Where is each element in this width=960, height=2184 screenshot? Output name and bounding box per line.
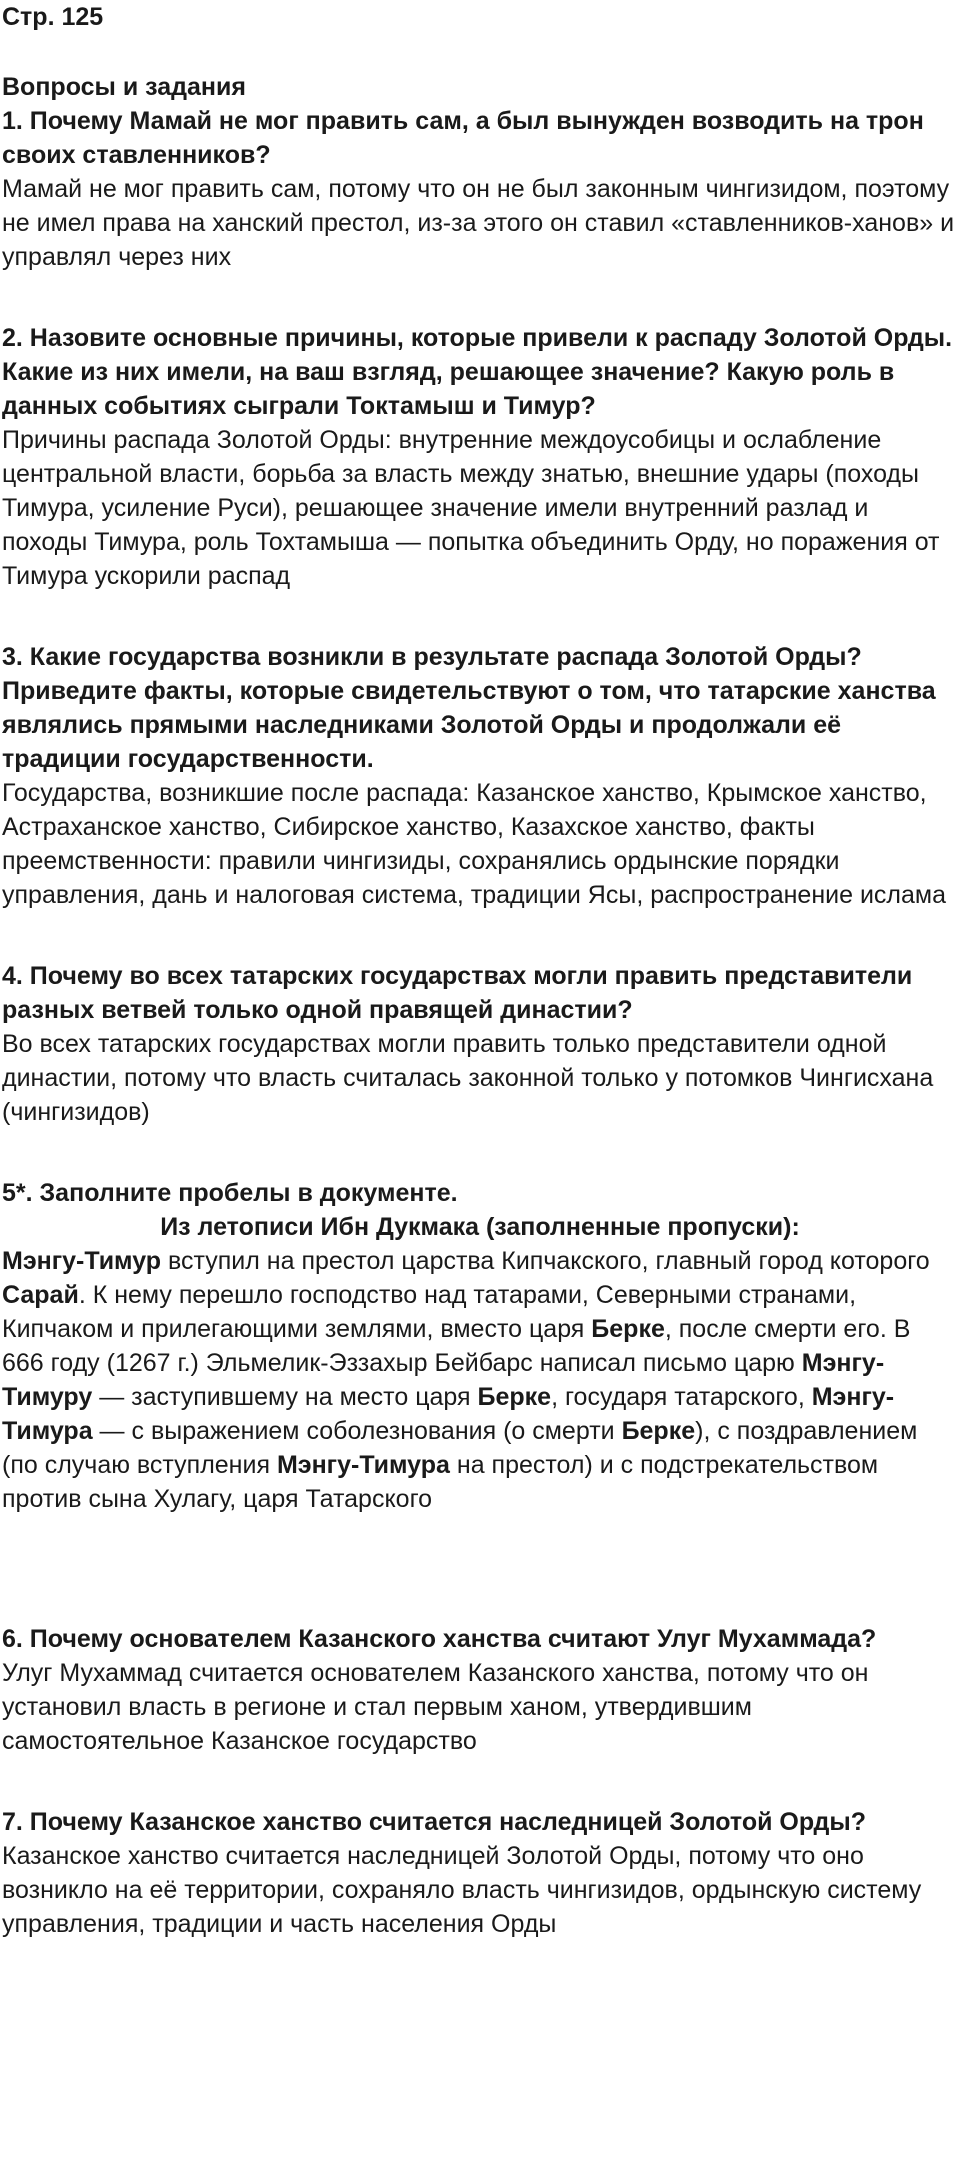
answer-4: Во всех татарских государствах могли править только представители одной династии, потому что власть считалась законной только у потомков Чингисхана (чингизидов) (2, 1030, 934, 1126)
question-1: 1. Почему Мамай не мог править сам, а был вынужден возводить на трон своих ставленников? (2, 107, 924, 169)
page-number: Стр. 125 (2, 3, 104, 31)
question-4: 4. Почему во всех татарских государствах могли править представители разных ветвей только одной правящей династии? (2, 962, 913, 1024)
filled-blank: Мэнгу-Тимур (2, 1247, 162, 1275)
filled-blank: Сарай (2, 1281, 79, 1309)
filled-blank: Берке (477, 1383, 552, 1411)
question-block-6 (2, 1622, 958, 1758)
question-7: 7. Почему Казанское ханство считается наследницей Золотой Орды? (2, 1808, 867, 1836)
document-fragment: ), с поздравлением (по случаю вступления (2, 1417, 918, 1479)
filled-blank: Мэнгу-Тимура (276, 1451, 450, 1479)
document-fragment: , государя татарского, (551, 1383, 812, 1411)
filled-blank: Мэнгу-Тимуру (2, 1349, 885, 1411)
document-fragment: , после смерти его. В 666 году (1267 г.) Эльмелик-Эззахыр Бейбарс написал письмо царю (2, 1315, 911, 1377)
question-block-5 (2, 1176, 958, 1516)
filled-blank: Берке (591, 1315, 665, 1343)
answer-1: Мамай не мог править сам, потому что он не был законным чингизидом, поэтому не имел права на ханский престол, из-за этого он ставил «ставленников-ханов» и управлял через них (2, 175, 955, 271)
question-block-1 (2, 104, 958, 274)
filled-blank: Мэнгу-Тимура (2, 1383, 895, 1445)
question-3-part-2: Приведите факты, которые свидетельствуют о том, что татарские ханства являлись прямыми наследниками Золотой Орды и продолжали её традиции государственности. (2, 677, 936, 773)
document-fragment: — заступившему на место царя (92, 1383, 478, 1411)
document-fragment: на престол) и с подстрекательством против сына Хулагу, царя Татарского (2, 1451, 879, 1513)
document-fragment: — с выражением соболезнования (о смерти (92, 1417, 622, 1445)
filled-blank: Берке (621, 1417, 696, 1445)
question-block-2 (2, 321, 958, 593)
section-title: Вопросы и задания (2, 73, 246, 101)
answer-7: Казанское ханство считается наследницей Золотой Орды, потому что оно возникло на её территории, сохраняло власть чингизидов, ордынскую систему управления, традиции и часть населения Орды (2, 1842, 922, 1938)
question-3: 3. Какие государства возникли в результате распада Золотой Орды? (2, 643, 862, 671)
document-title: Из летописи Ибн Дукмака (заполненные пропуски): (160, 1213, 800, 1241)
answer-2: Причины распада Золотой Орды: внутренние междоусобицы и ослабление центральной власти, борьба за власть между знатью, внешние удары (походы Тимура, усиление Руси), решающее значение имели внутренний разлад и походы Тимура, роль Тохтамыша — попытка объединить Орду, но поражения от Тимура ускорили распад (2, 426, 940, 590)
question-2: 2. Назовите основные причины, которые привели к распаду Золотой Орды. Какие из них имели, на ваш взгляд, решающее значение? Какую роль в данных событиях сыграли Токтамыш и Тимур? (2, 324, 953, 420)
document-fragment: . К нему перешло господство над татарами, Северными странами, Кипчаком и прилегающими землями, вместо царя (2, 1281, 857, 1343)
answer-3: Государства, возникшие после распада: Казанское ханство, Крымское ханство, Астраханское ханство, Сибирское ханство, Казахское ханство, факты преемственности: правили чингизиды, сохранялись ордынские порядки управления, дань и налоговая система, традиции Ясы, распространение ислама (2, 779, 946, 909)
question-6: 6. Почему основателем Казанского ханства считают Улуг Мухаммада? (2, 1625, 877, 1653)
question-block-7 (2, 1805, 958, 1941)
document-fragment: вступил на престол царства Кипчакского, главный город которого (161, 1247, 930, 1275)
question-block-3 (2, 640, 958, 912)
question-5: 5*. Заполните пробелы в документе. (2, 1179, 458, 1207)
question-block-4 (2, 959, 958, 1129)
document-text (2, 1244, 958, 1516)
answer-6: Улуг Мухаммад считается основателем Казанского ханства, потому что он установил власть в регионе и стал первым ханом, утвердившим самостоятельное Казанское государство (2, 1659, 869, 1755)
